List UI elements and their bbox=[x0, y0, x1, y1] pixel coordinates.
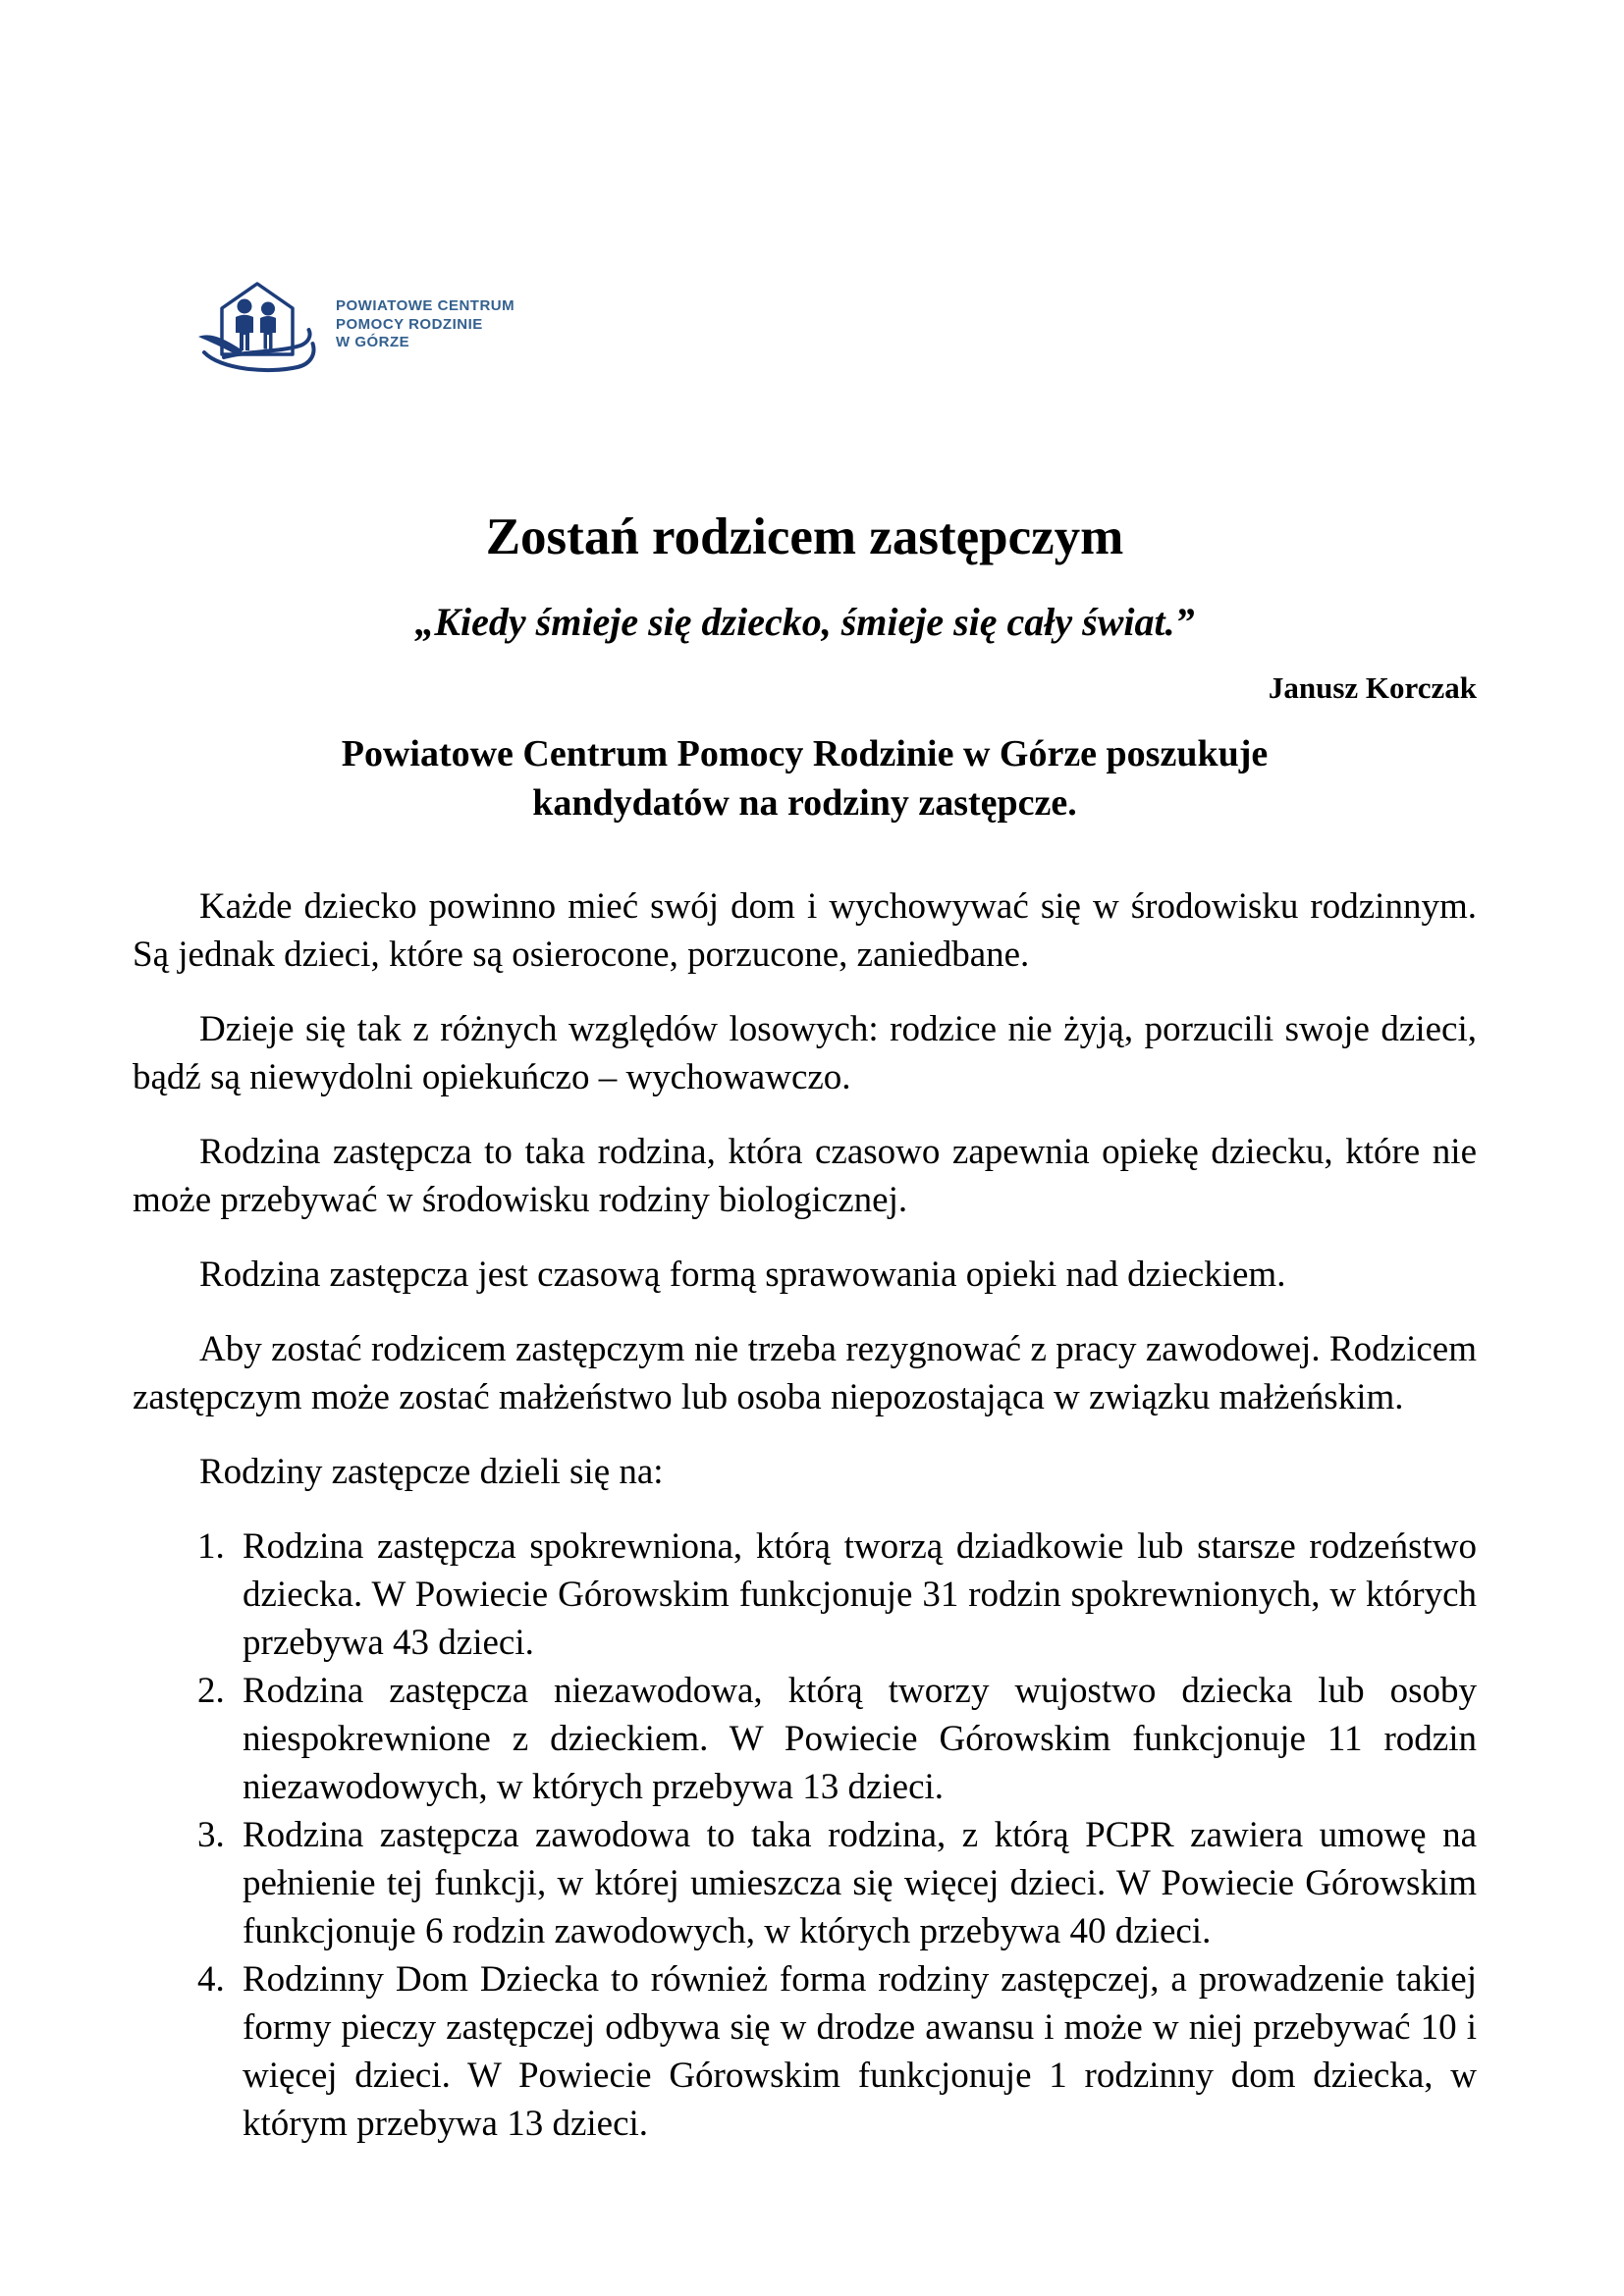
foster-family-types-list bbox=[197, 1522, 1477, 2148]
list-item-text: Rodzina zastępcza spokrewniona, którą tworzą dziadkowie lub starsze rodzeństwo dziecka. W Powiecie Górowskim funkcjonuje 31 rodzin spokrewnionych, w których przebywa 43 dzieci. bbox=[243, 1525, 1477, 1663]
list-item-number: 3. bbox=[197, 1814, 225, 1855]
list-item bbox=[197, 1522, 1477, 1667]
hand-holding-house-icon bbox=[194, 278, 324, 376]
logo-org-name-line3: W GÓRZE bbox=[336, 334, 410, 350]
body-paragraph: Rodzina zastępcza jest czasową formą sprawowania opieki nad dzieckiem. bbox=[199, 1254, 1286, 1295]
list-item bbox=[197, 1667, 1477, 1811]
quote-attribution: Janusz Korczak bbox=[1268, 669, 1477, 705]
body-paragraph: Każde dziecko powinno mieć swój dom i wychowywać się w środowisku rodzinnym. Są jednak dzieci, które są osierocone, porzucone, zaniedbane. bbox=[133, 885, 1477, 975]
list-item-number: 4. bbox=[197, 1958, 225, 2000]
child-figure-icon bbox=[260, 316, 276, 349]
list-item-number: 2. bbox=[197, 1670, 225, 1711]
list-item bbox=[197, 1811, 1477, 1955]
child-figure-icon bbox=[261, 302, 275, 316]
document-title: Zostań rodzicem zastępczym bbox=[485, 508, 1124, 565]
body-paragraph: Aby zostać rodzicem zastępczym nie trzeba rezygnować z pracy zawodowej. Rodzicem zastępczym może zostać małżeństwo lub osoba niepozostająca w związku małżeńskim. bbox=[133, 1328, 1477, 1417]
list-item-text: Rodzina zastępcza zawodowa to taka rodzina, z którą PCPR zawiera umowę na pełnienie tej funkcji, w której umieszcza się więcej dzieci. W Powiecie Górowskim funkcjonuje 6 rodzin zawodowych, w których przebywa 40 dzieci. bbox=[243, 1814, 1477, 1951]
list-intro-paragraph: Rodziny zastępcze dzieli się na: bbox=[199, 1451, 664, 1492]
list-item-text: Rodzina zastępcza niezawodowa, którą tworzy wujostwo dziecka lub osoby niespokrewnione z dzieckiem. W Powiecie Górowskim funkcjonuje 11 rodzin niezawodowych, w których przebywa 13 dzieci. bbox=[243, 1670, 1477, 1807]
subtitle-line1: Powiatowe Centrum Pomocy Rodzinie w Górze poszukuje bbox=[341, 732, 1269, 774]
list-item-number: 1. bbox=[197, 1525, 225, 1567]
house-outline-icon bbox=[222, 284, 293, 354]
pcpr-logo bbox=[194, 278, 1477, 376]
child-figure-icon bbox=[238, 299, 252, 314]
document-subtitle bbox=[133, 729, 1477, 828]
quote-text: „Kiedy śmieje się dziecko, śmieje się cały świat.” bbox=[414, 599, 1195, 644]
subtitle-line2: kandydatów na rodziny zastępcze. bbox=[532, 781, 1077, 824]
logo-org-name-line2: POMOCY RODZINIE bbox=[336, 315, 483, 333]
child-figure-icon bbox=[236, 315, 253, 350]
body-paragraph: Rodzina zastępcza to taka rodzina, która czasowo zapewnia opiekę dziecku, które nie może przebywać w środowisku rodziny biologicznej. bbox=[133, 1131, 1477, 1220]
body-paragraph: Dzieje się tak z różnych względów losowych: rodzice nie żyją, porzucili swoje dzieci, bądź są niewydolni opiekuńczo – wychowawczo. bbox=[133, 1008, 1477, 1097]
list-item-text: Rodzinny Dom Dziecka to również forma rodziny zastępczej, a prowadzenie takiej formy pieczy zastępczej odbywa się w drodze awansu i może w niej przebywać 10 i więcej dzieci. W Powiecie Górowskim funkcjonuje 1 rodzinny dom dziecka, w którym przebywa 13 dzieci. bbox=[243, 1958, 1477, 2144]
logo-org-name-line1: POWIATOWE CENTRUM bbox=[336, 297, 515, 314]
logo-org-name bbox=[336, 297, 514, 352]
list-item bbox=[197, 1955, 1477, 2148]
